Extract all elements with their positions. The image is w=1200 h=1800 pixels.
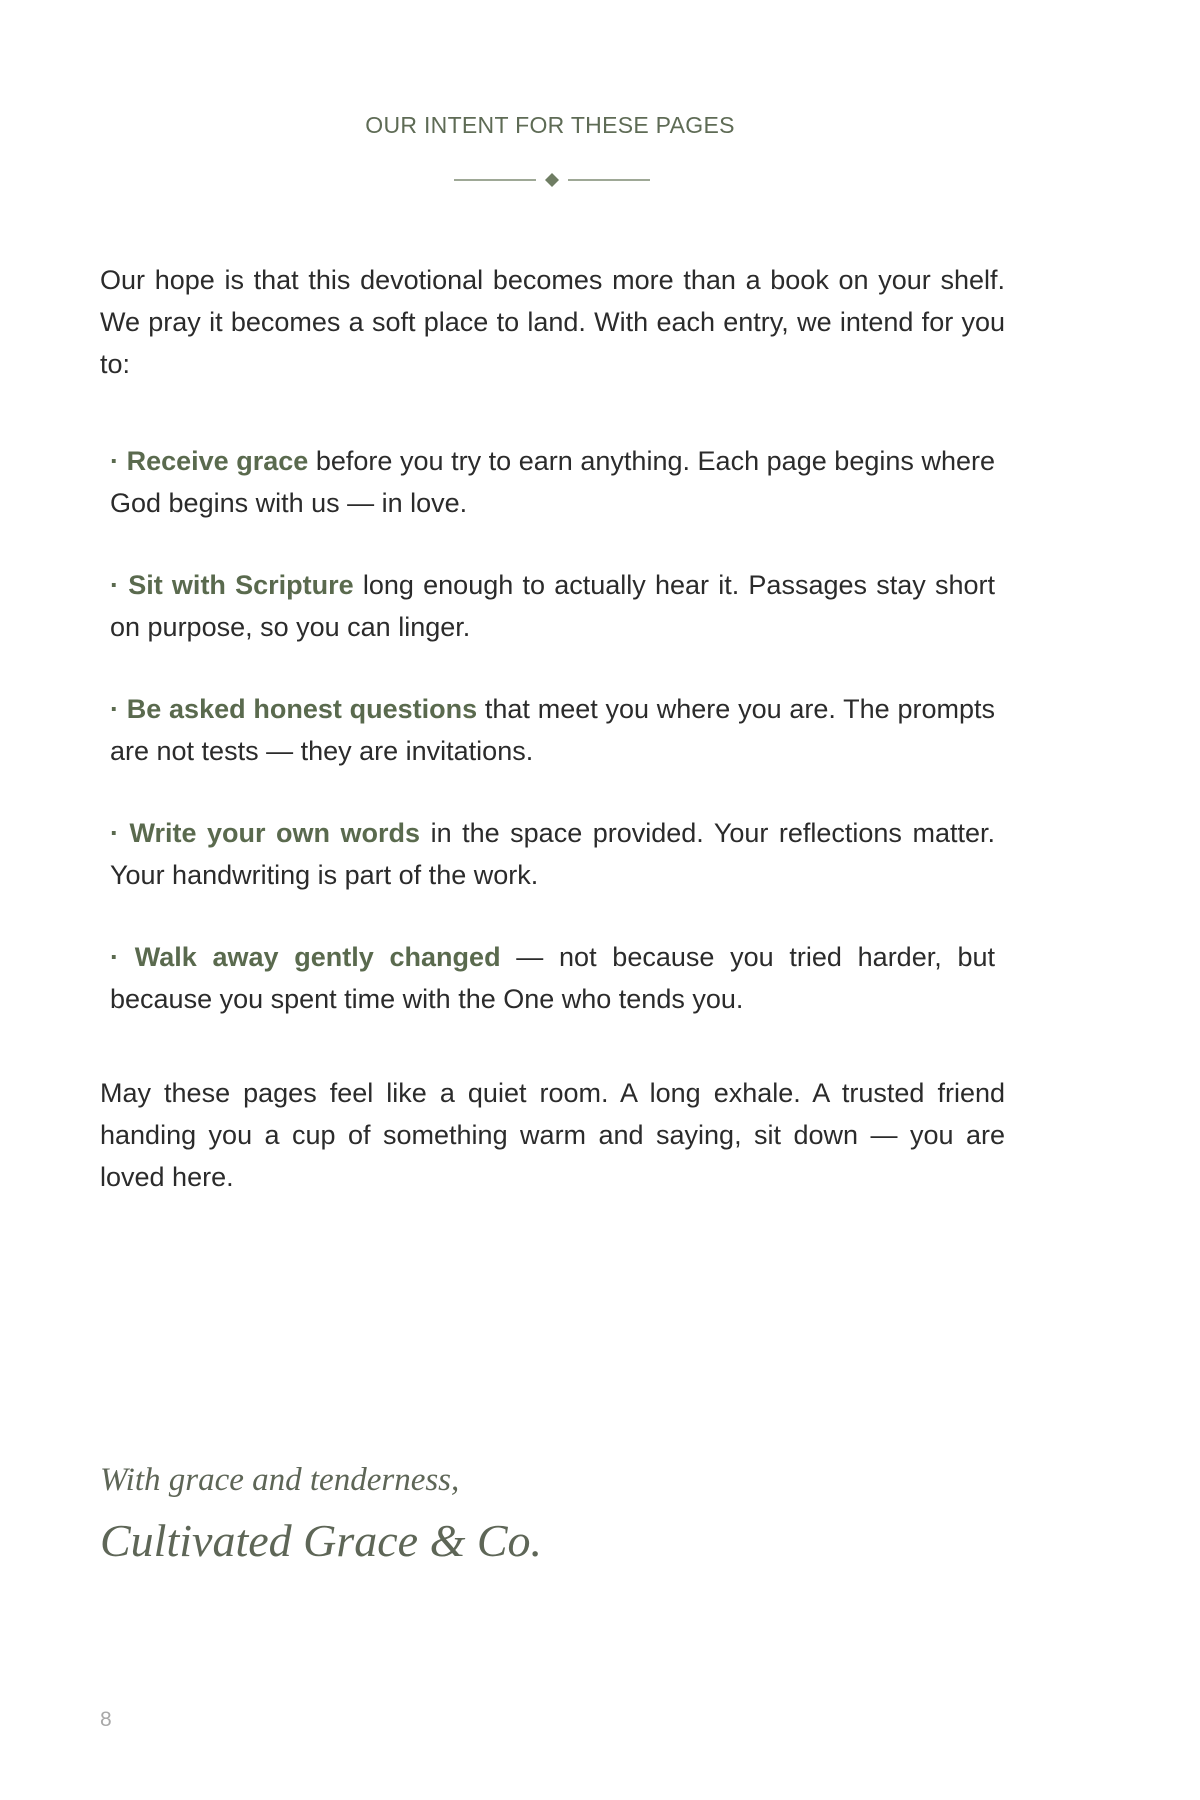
intro-paragraph: Our hope is that this devotional becomes more than a book on your shelf. We pray it becomes a soft place to land. With each entry, we intend for you to: bbox=[100, 265, 1005, 379]
diamond-icon bbox=[545, 173, 559, 187]
bullet-text: long enough to actually hear it. Passages stay short on purpose, so you can linger. bbox=[110, 570, 995, 642]
signature-text: Cultivated Grace & Co. bbox=[100, 1515, 543, 1566]
bullet-lead: Be asked honest questions bbox=[126, 694, 478, 724]
bullet-text: before you try to earn anything. Each page begins where God begins with us — in love. bbox=[110, 446, 995, 518]
closing-paragraph: May these pages feel like a quiet room. A long exhale. A trusted friend handing you a cup of something warm and saying, sit down — you are loved here. bbox=[100, 1078, 1005, 1192]
bullet-text: in the space provided. Your reflections matter. Your handwriting is part of the work. bbox=[110, 818, 995, 890]
ornamental-divider bbox=[454, 170, 650, 190]
list-item bbox=[110, 688, 995, 772]
bullet-lead: Write your own words bbox=[129, 818, 421, 848]
bullet-marker: · bbox=[110, 942, 119, 972]
bullet-text: that meet you where you are. The prompts are not tests — they are invitations. bbox=[110, 694, 995, 766]
list-item bbox=[110, 936, 995, 1020]
signoff-text: With grace and tenderness, bbox=[100, 1462, 460, 1498]
bullet-text: — not because you tried harder, but because you spent time with the One who tends you. bbox=[110, 942, 995, 1014]
bullet-lead: Receive grace bbox=[126, 446, 309, 476]
bullet-lead: Walk away gently changed bbox=[134, 942, 501, 972]
bullet-marker: · bbox=[110, 570, 119, 600]
bullet-marker: · bbox=[110, 818, 119, 848]
page-heading: OUR INTENT FOR THESE PAGES bbox=[365, 112, 735, 138]
list-item bbox=[110, 564, 995, 648]
page-number: 8 bbox=[100, 1708, 112, 1731]
bullet-marker: · bbox=[110, 694, 119, 724]
list-item bbox=[110, 440, 995, 524]
list-item bbox=[110, 812, 995, 896]
intent-list bbox=[110, 440, 995, 1060]
bullet-lead: Sit with Scripture bbox=[128, 570, 354, 600]
bullet-marker: · bbox=[110, 446, 119, 476]
